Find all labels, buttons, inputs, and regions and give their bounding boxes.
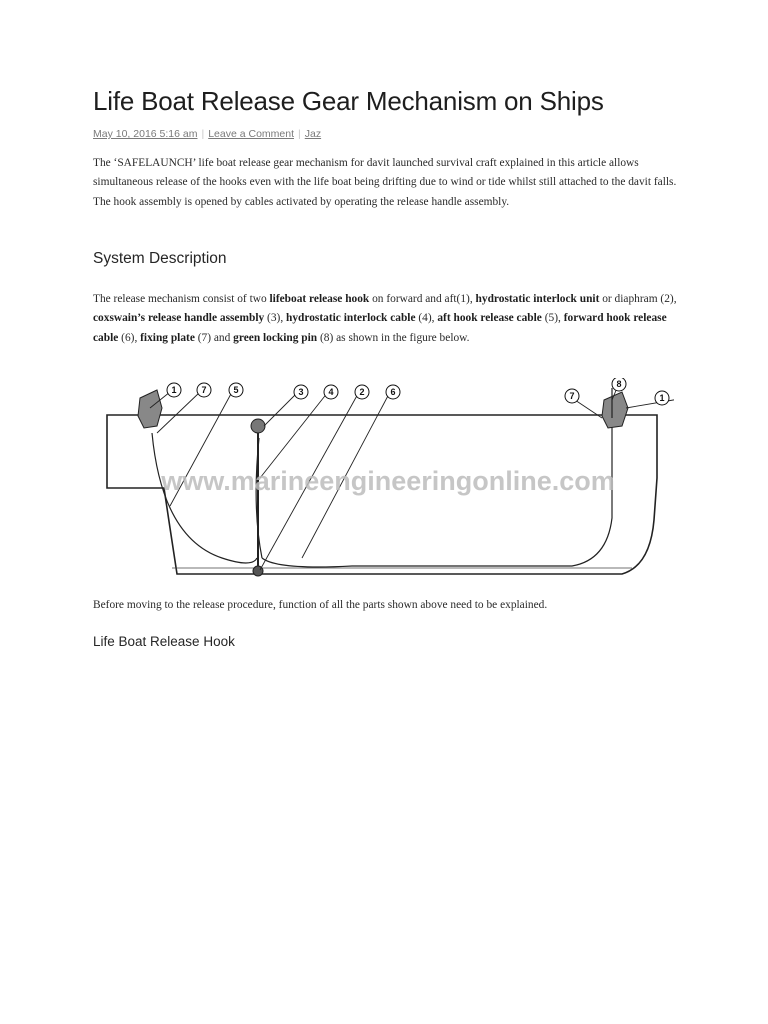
callout-4 <box>324 385 338 399</box>
author-link[interactable]: Jaz <box>304 128 322 140</box>
svg-text:7: 7 <box>201 385 207 395</box>
term-hydrostatic-unit: hydrostatic interlock unit <box>475 293 600 305</box>
forward-hook <box>602 392 628 428</box>
callout-6 <box>386 385 400 399</box>
callout-7b <box>565 389 579 403</box>
term-release-handle: coxswain’s release handle assembly <box>93 312 265 325</box>
page-title: Life Boat Release Gear Mechanism on Ships <box>93 86 604 116</box>
term-forward-cable: forward hook release cable <box>93 312 667 344</box>
callouts <box>167 378 669 405</box>
intro-paragraph: The ‘SAFELAUNCH’ life boat release gear mechanism for davit launched survival craft explained in this article allows simultaneous release of the hooks even with the life boat being drifting due to wind or tide whilst still attached to the davit falls. The hook assembly is opened by cables activated by operating the release handle assembly. <box>93 157 677 208</box>
after-figure-paragraph: Before moving to the release procedure, function of all the parts shown above need to be explained. <box>93 599 548 611</box>
section-heading: System Description <box>93 250 227 267</box>
meta-separator: | <box>298 128 301 140</box>
callout-7 <box>197 383 211 397</box>
svg-text:1: 1 <box>171 385 177 395</box>
term-release-hook: lifeboat release hook <box>269 293 370 305</box>
svg-text:6: 6 <box>390 387 396 397</box>
aft-hook-release-cable <box>152 433 257 563</box>
lifeboat-diagram-svg <box>102 378 674 584</box>
leave-comment-link[interactable]: Leave a Comment <box>208 128 295 140</box>
svg-text:2: 2 <box>359 387 365 397</box>
term-interlock-cable: hydrostatic interlock cable <box>286 312 416 325</box>
callout-3 <box>294 385 308 399</box>
callout-5 <box>229 383 243 397</box>
svg-text:3: 3 <box>298 387 304 397</box>
term-fixing-plate: fixing plate <box>140 331 195 344</box>
svg-text:1: 1 <box>659 393 665 403</box>
svg-text:4: 4 <box>328 387 334 397</box>
callout-8 <box>612 378 626 391</box>
description-paragraph: The release mechanism consist of two lifeboat release hook on forward and aft(1), hydrostatic interlock unit or diaphram (2), coxswain’s release handle assembly (3), hydrostatic interlock cable (4), aft hook release cable (5), forward hook release cable (6), fixing plate (7) and green locking pin (8) as shown in the figure below. <box>93 293 677 344</box>
callout-1b <box>655 391 669 405</box>
post-date-link[interactable]: May 10, 2016 5:16 am <box>93 128 198 140</box>
svg-text:8: 8 <box>616 379 622 389</box>
svg-text:5: 5 <box>233 385 239 395</box>
release-handle-knob <box>251 419 265 433</box>
post-meta <box>93 128 321 140</box>
term-aft-cable: aft hook release cable <box>437 312 542 325</box>
lifeboat-diagram <box>102 378 674 584</box>
watermark-text: www.marineengineeringonline.com <box>161 466 615 496</box>
callout-2 <box>355 385 369 399</box>
term-locking-pin: green locking pin <box>233 331 318 344</box>
subheading: Life Boat Release Hook <box>93 634 235 649</box>
svg-text:7: 7 <box>569 391 575 401</box>
aft-hook <box>138 390 162 428</box>
callout-1 <box>167 383 181 397</box>
meta-separator: | <box>201 128 205 140</box>
